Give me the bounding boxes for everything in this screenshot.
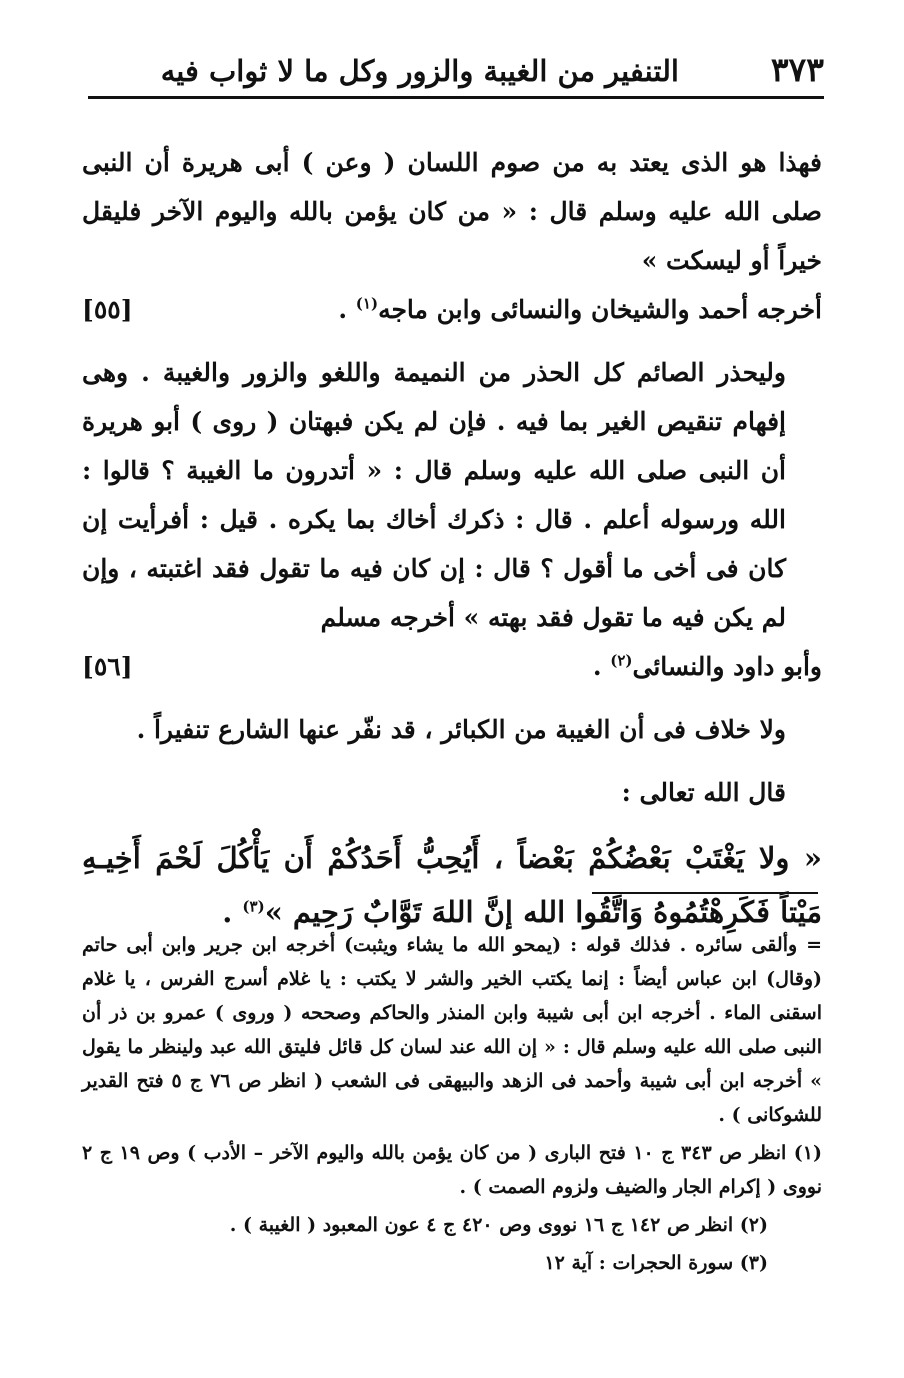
- paragraph-2-last-text: وأبو داود والنسائى: [632, 652, 822, 681]
- paragraph-1-text: فهذا هو الذى يعتد به من صوم اللسان ( وعن ) أبى هريرة أن النبى صلى الله عليه وسلم قال : « من كان يؤمن بالله واليوم الآخر فليقل خيراً أو ليسكت »: [82, 148, 822, 275]
- footnote-2: (٢) انظر ص ١٤٢ ج ١٦ نووى وص ٤٢٠ ج ٤ عون المعبود ( الغيبة ) .: [229, 1214, 768, 1236]
- hadith-number-56: [٥٦]: [82, 652, 133, 681]
- paragraph-2-last-line: وأبو داود والنسائى$^{(٢)}$ . [٥٦]: [82, 642, 822, 691]
- paragraph-2: [82, 348, 822, 691]
- paragraph-1-last-line: أخرجه أحمد والشيخان والنسائى وابن ماجه$^{(١)}$ . [٥٥]: [82, 285, 822, 334]
- footnote-separator: [592, 892, 818, 894]
- footnote-marker-1[interactable]: (١): [355, 294, 379, 313]
- footnotes: [82, 928, 822, 1284]
- paragraph-3: ولا خلاف فى أن الغيبة من الكبائر ، قد نفّر عنها الشارع تنفيراً .: [136, 715, 786, 744]
- paragraph-4: قال الله تعالى :: [621, 778, 786, 807]
- quran-verse-text: « ولا يَغْتَبْ بَعْضُكُمْ بَعْضاً ، أَيُحِبُّ أَحَدُكُمْ أَن يَأْكُلَ لَحْمَ أَخِيـهِ مَيْتاً فَكَرِهْتُمُوهُ وَاتَّقُوا الله إنَّ اللهَ تَوَّابٌ رَحِيم »: [82, 841, 822, 929]
- paragraph-1: [82, 138, 822, 334]
- page-number: ٣٧٣: [770, 50, 824, 89]
- quran-verse: « ولا يَغْتَبْ بَعْضُكُمْ بَعْضاً ، أَيُحِبُّ أَحَدُكُمْ أَن يَأْكُلَ لَحْمَ أَخِيـهِ مَيْتاً فَكَرِهْتُمُوهُ وَاتَّقُوا الله إنَّ اللهَ تَوَّابٌ رَحِيم »$^{(٣)}$ .: [82, 841, 822, 929]
- chapter-title: التنفير من الغيبة والزور وكل ما لا ثواب فيه: [160, 54, 679, 88]
- paragraph-1-last-text: أخرجه أحمد والشيخان والنسائى وابن ماجه: [378, 295, 822, 324]
- footnote-1: (١) انظر ص ٣٤٣ ج ١٠ فتح البارى ( من كان يؤمن بالله واليوم الآخر – الأدب ) وص ١٩ ج ٢ نووى ( إكرام الجار والضيف ولزوم الصمت ) .: [82, 1142, 823, 1198]
- footnote-marker-2[interactable]: (٢): [610, 651, 633, 670]
- hadith-number-55: [٥٥]: [82, 295, 133, 324]
- footnote-marker-3[interactable]: (٣): [242, 897, 265, 916]
- paragraph-2-text: وليحذر الصائم كل الحذر من النميمة واللغو والزور والغيبة . وهى إفهام تنقيص الغير بما فيه . فإن لم يكن فبهتان ( روى ) أبو هريرة أن النبى صلى الله عليه وسلم قال : « أتدرون ما الغيبة ؟ قالوا : الله ورسوله أعلم . قال : ذكرك أخاك بما يكره . قيل : أفرأيت إن كان فى أخى ما أقول ؟ قال : إن كان فيه ما تقول فقد اغتبته ، وإن لم يكن فيه ما تقول فقد بهته » أخرجه مسلم: [82, 358, 786, 632]
- main-text: [82, 138, 822, 953]
- footnote-3: (٣) سورة الحجرات : آية ١٢: [544, 1252, 768, 1274]
- footnote-continuation: = وألقى سائره . فذلك قوله : (يمحو الله ما يشاء ويثبت) أخرجه ابن جرير وابن أبى حاتم (وقال) ابن عباس أيضاً : إنما يكتب الخير والشر لا يكتب : يا غلام أسرج الفرس ، يا غلام اسقنى الماء . أخرجه ابن أبى شيبة وابن المنذر والحاكم وصححه ( وروى ) عمرو بن ذر أن النبى صلى الله عليه وسلم قال : « إن الله عند لسان كل قائل فليتق الله عبد ولينظر ما يقول » أخرجه ابن أبى شيبة وأحمد فى الزهد والبيهقى فى الشعب ( انظر ص ٧٦ ج ٥ فتح القدير للشوكانى ) .: [82, 934, 822, 1126]
- running-head: [88, 46, 824, 99]
